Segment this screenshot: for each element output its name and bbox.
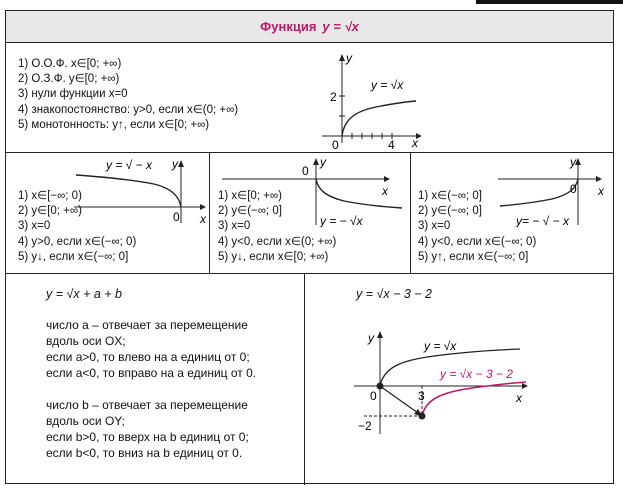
x-axis-arrow <box>200 204 206 210</box>
base-label: y = √x <box>424 339 457 353</box>
origin-label: 0 <box>173 210 180 224</box>
property-item: 3) x=0 <box>18 220 51 233</box>
property-item: 2) y∈[0; +∞) <box>18 205 82 218</box>
x-axis-label: x <box>516 391 522 405</box>
graph-shifted-sqrt <box>344 326 534 438</box>
graph-label: y = √x <box>371 78 404 92</box>
property-item: 5) монотонность: y↑, если x∈[0; +∞) <box>18 118 210 131</box>
function-reference-sheet <box>5 10 614 484</box>
property-item: 4) y>0, если x∈(−∞; 0) <box>18 235 137 248</box>
property-item: 4) знакопостоянство: y>0, если x∈(0; +∞) <box>18 103 239 116</box>
x-axis-label: x <box>200 212 206 226</box>
origin-label: 0 <box>302 164 309 178</box>
y-tick-label: −2 <box>358 419 372 433</box>
shift-arrow <box>380 386 418 413</box>
property-item: 5) y↓, если x∈[0; +∞) <box>218 250 329 263</box>
property-item: 2) О.З.Ф. y∈[0; +∞) <box>18 73 120 86</box>
graph-label: y = √ − x <box>106 158 152 172</box>
paragraph-line: число b – отвечает за перемещение <box>46 398 248 412</box>
properties-list-1 <box>18 189 136 265</box>
divider-col-2 <box>410 152 411 273</box>
y-axis-arrow <box>339 54 345 61</box>
property-item: 3) x=0 <box>218 220 251 233</box>
x-axis-arrow <box>384 176 390 182</box>
property-item: 1) О.О.Ф. x∈[0; +∞) <box>18 58 122 70</box>
paragraph-line: если b>0, то вверх на b единиц от 0; <box>46 430 249 444</box>
top-decor-bar <box>476 0 623 4</box>
shift-formula: y = √x + a + b <box>46 287 123 301</box>
divider-top <box>6 152 613 153</box>
shifted-label: y = √x − 3 − 2 <box>440 367 513 381</box>
property-item: 3) x=0 <box>418 220 451 233</box>
property-item: 3) нули функции x=0 <box>18 88 128 101</box>
paragraph-line: если a>0, то влево на a единиц от 0; <box>46 350 250 364</box>
properties-list-3 <box>418 189 536 265</box>
divider-col-1 <box>209 152 210 273</box>
y-axis-label: y <box>320 155 326 169</box>
title-formula: y = √x <box>322 19 359 34</box>
paragraph-a <box>46 317 256 381</box>
x-axis-label: x <box>382 184 388 198</box>
property-item: 4) y<0, если x∈(0; +∞) <box>218 235 337 248</box>
origin-label: 0 <box>370 389 377 403</box>
curve-sqrt-x <box>342 101 416 136</box>
graph-label: y= − √ − x <box>516 214 569 227</box>
y-axis-label: y <box>346 51 352 65</box>
example-formula: y = √x − 3 − 2 <box>356 287 433 301</box>
main-properties-list <box>18 57 238 133</box>
graph-sqrt-x <box>316 51 421 149</box>
property-item: 1) x∈(−∞; 0] <box>418 190 482 202</box>
properties-list-2 <box>218 189 336 265</box>
property-item: 4) y<0, если x∈(−∞; 0) <box>418 235 537 248</box>
divider-middle <box>6 273 613 274</box>
graph-label: y = − √x <box>320 214 363 227</box>
title-bar <box>6 11 613 43</box>
paragraph-b <box>46 397 249 461</box>
y-axis-arrow <box>178 160 184 167</box>
y-tick-label: 2 <box>330 90 337 104</box>
origin-label: 0 <box>332 138 339 149</box>
property-item: 1) x∈[0; +∞) <box>218 190 282 202</box>
y-axis-label: y <box>172 157 178 171</box>
x-axis-label: x <box>412 136 418 149</box>
y-axis-arrow <box>377 331 383 338</box>
title-label: Функция <box>260 19 317 34</box>
property-item: 1) x∈[−∞; 0) <box>18 190 82 202</box>
curve-shifted <box>422 382 526 416</box>
shifted-point <box>419 413 426 420</box>
paragraph-line: число a – отвечает за перемещение <box>46 318 248 332</box>
paragraph-line: вдоль оси OX; <box>46 334 126 348</box>
x-axis-label: x <box>598 184 604 198</box>
y-axis-label: y <box>368 331 374 345</box>
origin-label: 0 <box>570 182 577 196</box>
x-axis-arrow <box>522 383 528 389</box>
y-axis-label: y <box>570 155 576 169</box>
property-item: 5) y↓, если x∈(−∞; 0] <box>18 250 129 263</box>
property-item: 2) y∈(−∞; 0] <box>418 205 482 218</box>
divider-bottom <box>304 273 305 485</box>
property-item: 5) y↑, если x∈(−∞; 0] <box>418 250 529 263</box>
x-tick-label: 3 <box>418 389 425 403</box>
start-point <box>377 383 384 390</box>
paragraph-line: если a<0, то вправо на a единиц от 0. <box>46 366 257 380</box>
x-axis-arrow <box>596 176 602 182</box>
y-axis-arrow <box>313 158 319 165</box>
paragraph-line: вдоль оси OY; <box>46 414 125 428</box>
x-tick-label: 4 <box>388 138 395 149</box>
property-item: 2) y∈(−∞; 0] <box>218 205 282 218</box>
paragraph-line: если b<0, то вниз на b единиц от 0. <box>46 446 243 460</box>
